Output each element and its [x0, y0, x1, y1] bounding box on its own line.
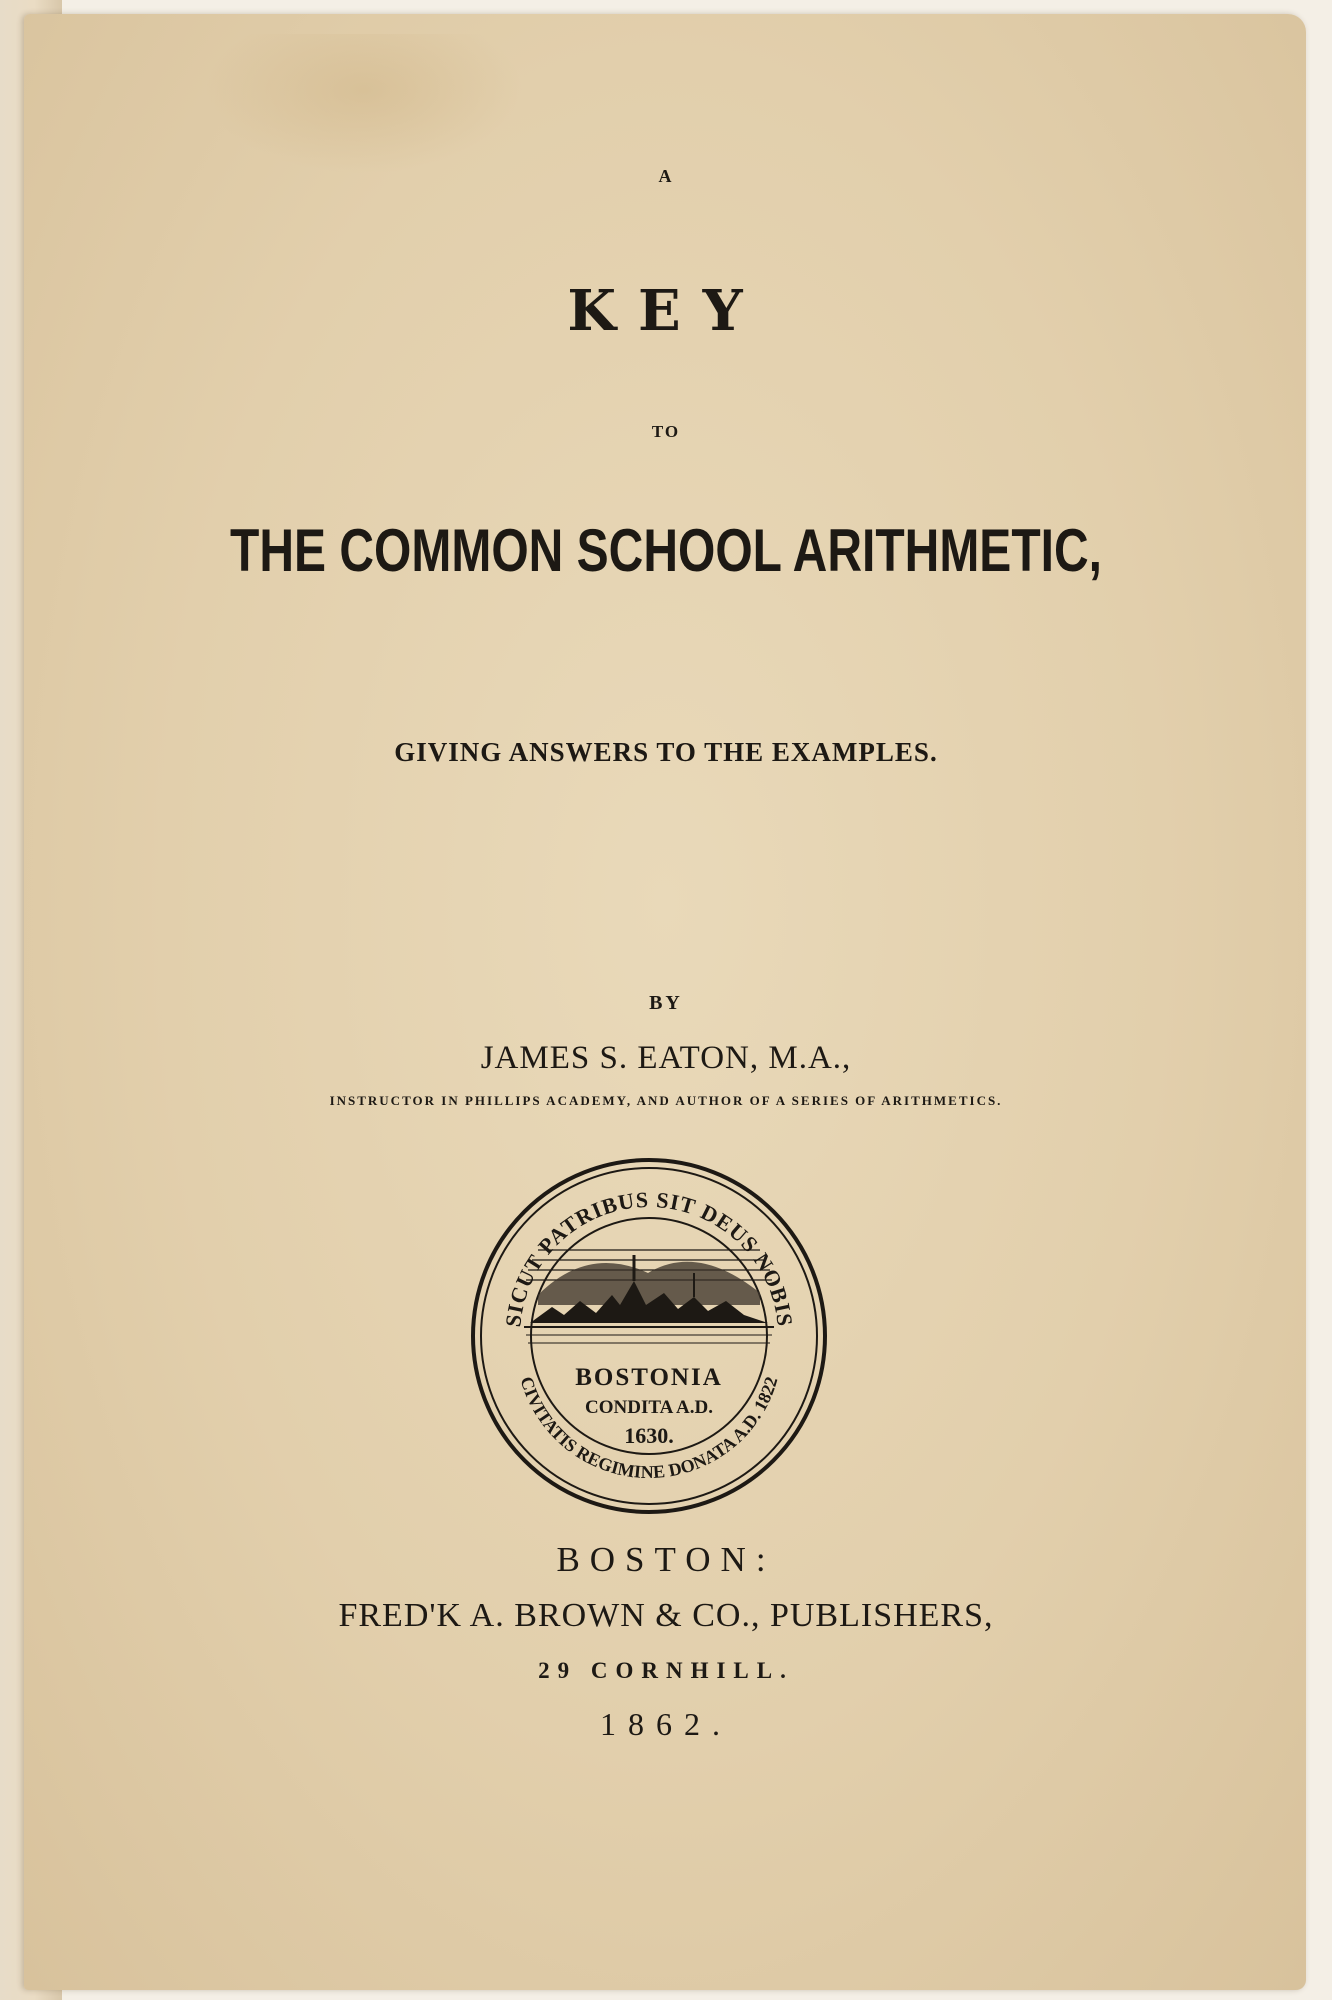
author-credential: INSTRUCTOR IN PHILLIPS ACADEMY, AND AUTHOR OF A SERIES OF ARITHMETICS. — [329, 1093, 1003, 1108]
seal-center-year: 1630. — [624, 1423, 674, 1448]
imprint-year: 1862. — [600, 1706, 732, 1742]
seal-center-name: BOSTONIA — [575, 1364, 723, 1391]
seal-motto: SICUT PATRIBUS SIT DEUS NOBIS — [500, 1186, 798, 1329]
seal-center-line: CONDITA A.D. — [585, 1397, 713, 1418]
imprint-publisher: FRED'K A. BROWN & CO., PUBLISHERS, — [338, 1597, 994, 1634]
book-subtitle: GIVING ANSWERS TO THE EXAMPLES. — [394, 737, 938, 767]
boston-city-seal — [468, 1155, 830, 1517]
seal-lower-ring: CIVITATIS REGIMINE DONATA A.D. 1822 — [516, 1374, 782, 1483]
seal-engraving — [524, 1250, 774, 1343]
title-article: A — [658, 166, 674, 186]
imprint-address: 29 CORNHILL. — [538, 1658, 794, 1683]
title-key-word: KEY — [567, 278, 765, 344]
book-title: THE COMMON SCHOOL ARITHMETIC, — [230, 517, 1102, 584]
imprint-city: BOSTON: — [556, 1540, 776, 1579]
author-name: JAMES S. EATON, M.A., — [480, 1040, 852, 1076]
water-stain — [204, 34, 524, 174]
title-to-word: TO — [651, 422, 681, 441]
by-line: BY — [649, 992, 683, 1014]
